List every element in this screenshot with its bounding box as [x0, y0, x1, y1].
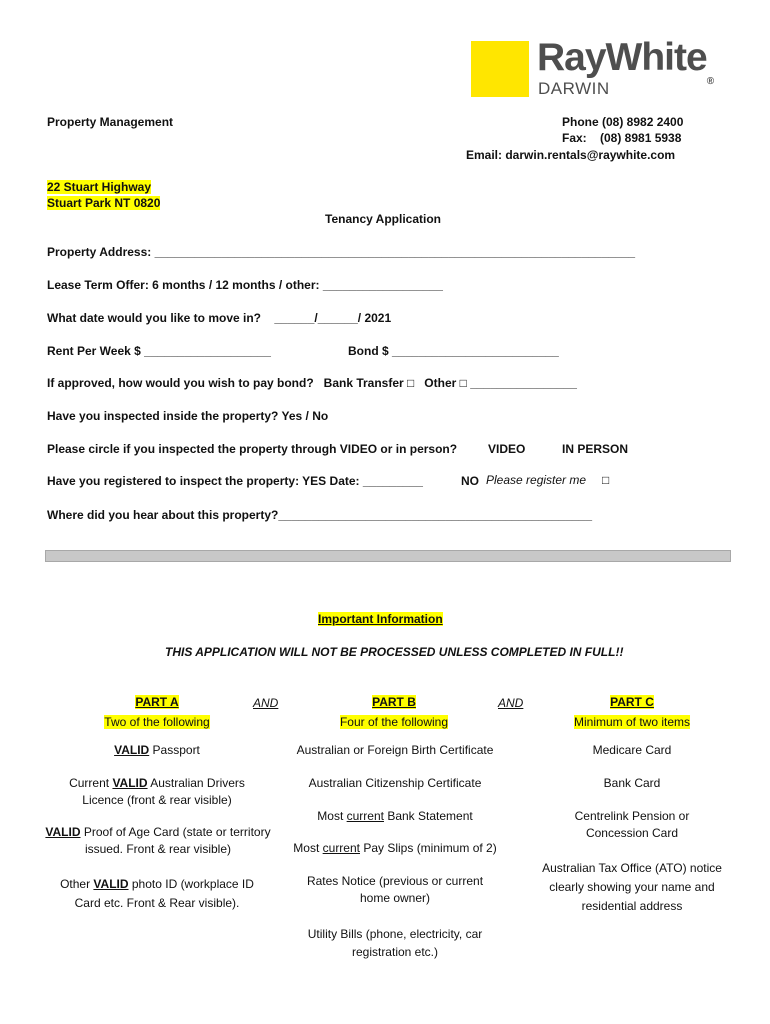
- part-b-item: Rates Notice (previous or current home owner): [306, 874, 484, 905]
- inspection-method-question: Please circle if you inspected the property through VIDEO or in person?: [47, 442, 458, 456]
- part-b-title: PART B: [372, 695, 416, 709]
- part-c-item: Bank Card: [603, 776, 661, 790]
- fax-line: Fax: (08) 8981 5938: [562, 131, 682, 145]
- important-title: Important Information: [318, 612, 443, 626]
- part-b-item: Utility Bills (phone, electricity, car registration etc.): [307, 927, 483, 959]
- hear-about-field[interactable]: Where did you hear about this property?_______________________________________________: [47, 508, 593, 522]
- rent-per-week-field[interactable]: Rent Per Week $ ___________________: [47, 344, 271, 358]
- register-me-label: Please register me: [486, 473, 587, 487]
- and-connector-1: AND: [253, 696, 279, 710]
- video-option[interactable]: VIDEO: [488, 442, 526, 456]
- part-a-header: [57, 693, 257, 731]
- part-c-subtitle: Minimum of two items: [573, 715, 691, 729]
- part-c-header: [532, 693, 732, 731]
- office-address-line2: Stuart Park NT 0820: [47, 196, 161, 210]
- part-a-subtitle: Two of the following: [104, 715, 210, 729]
- part-c-item: Centrelink Pension or Concession Card: [574, 809, 690, 840]
- register-me-checkbox[interactable]: □: [602, 473, 610, 487]
- part-a-item: Current VALID Australian Drivers Licence (front & rear visible): [69, 776, 245, 807]
- logo-name: RayWhite®: [537, 36, 714, 87]
- part-b-item: Australian Citizenship Certificate: [308, 776, 482, 790]
- incomplete-notice: THIS APPLICATION WILL NOT BE PROCESSED UNLESS COMPLETED IN FULL!!: [165, 645, 624, 659]
- part-a-item: VALID Proof of Age Card (state or territory issued. Front & rear visible): [45, 825, 271, 856]
- part-c-title: PART C: [610, 695, 654, 709]
- part-a-title: PART A: [135, 695, 179, 709]
- logo-location: DARWIN: [538, 79, 610, 98]
- inspected-question[interactable]: Have you inspected inside the property? Yes / No: [47, 409, 329, 423]
- part-c-item: Medicare Card: [592, 743, 672, 757]
- part-a-item: Other VALID photo ID (workplace ID Card etc. Front & Rear visible).: [60, 877, 254, 910]
- office-address-line1: 22 Stuart Highway: [47, 180, 152, 194]
- registered-question[interactable]: Have you registered to inspect the property: YES Date: _________: [47, 474, 423, 488]
- and-connector-2: AND: [498, 696, 524, 710]
- section-divider: [45, 550, 731, 562]
- logo-mark: [471, 41, 529, 97]
- email-line: Email: darwin.rentals@raywhite.com: [466, 148, 676, 162]
- lease-term-field[interactable]: Lease Term Offer: 6 months / 12 months / other: __________________: [47, 278, 443, 292]
- part-b-item: Australian or Foreign Birth Certificate: [296, 743, 494, 757]
- in-person-option[interactable]: IN PERSON: [562, 442, 629, 456]
- move-in-date-field[interactable]: What date would you like to move in? ______/______/ 2021: [47, 311, 392, 325]
- form-title: Tenancy Application: [325, 212, 442, 226]
- pay-bond-field[interactable]: If approved, how would you wish to pay bond? Bank Transfer □ Other □ ________________: [47, 376, 577, 390]
- part-c-item: Australian Tax Office (ATO) notice clearly showing your name and residential address: [542, 861, 722, 913]
- no-option[interactable]: NO: [461, 474, 479, 488]
- part-b-header: [294, 693, 494, 731]
- part-b-item: Most current Pay Slips (minimum of 2): [293, 841, 497, 855]
- property-address-field[interactable]: Property Address: ________________________________________________________________________: [47, 245, 636, 259]
- phone-line: Phone (08) 8982 2400: [562, 115, 684, 129]
- part-b-subtitle: Four of the following: [339, 715, 449, 729]
- bond-field[interactable]: Bond $ _________________________: [348, 344, 559, 358]
- department-label: Property Management: [47, 115, 174, 129]
- part-b-item: Most current Bank Statement: [317, 809, 473, 823]
- part-a-item: VALID Passport: [114, 743, 200, 757]
